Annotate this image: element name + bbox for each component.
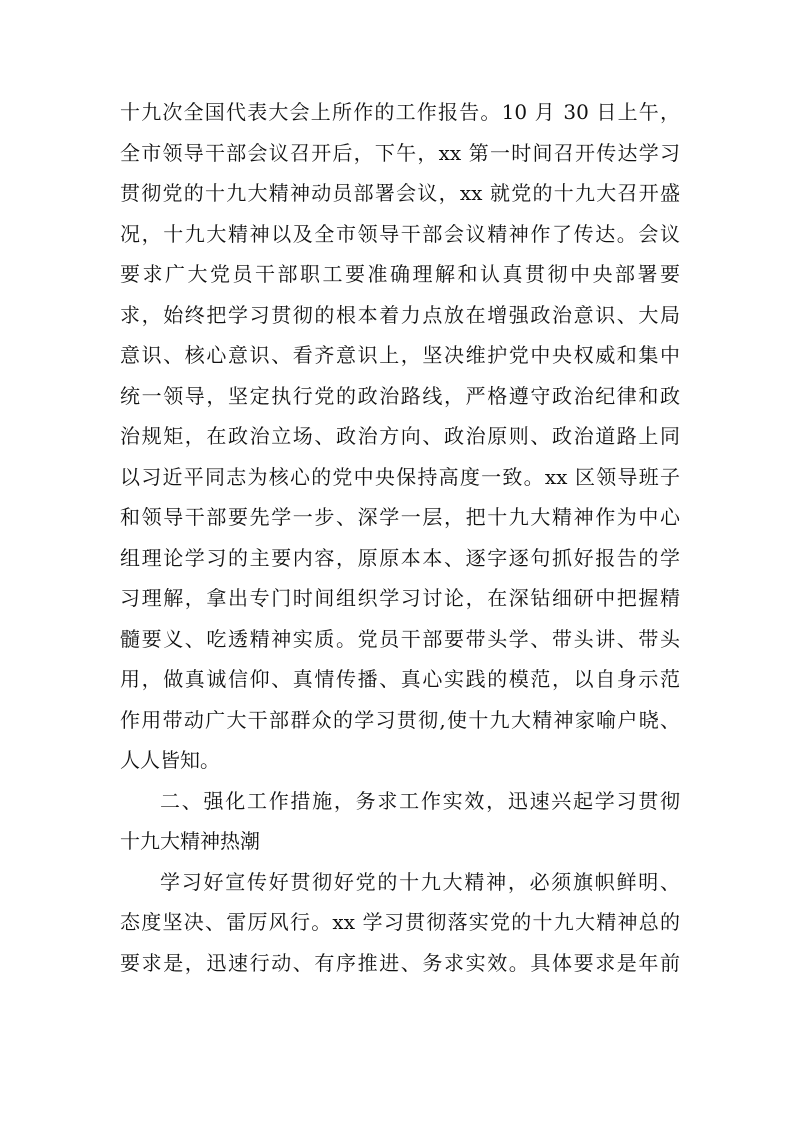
text-line: 髓要义、吃透精神实质。党员干部要带头学、带头讲、带头	[120, 626, 680, 651]
text-line: 态度坚决、雷厉风行。xx 学习贯彻落实党的十九大精神总的	[120, 910, 680, 934]
section-heading-line: 二、强化工作措施，务求工作实效，迅速兴起学习贯彻	[160, 788, 680, 813]
text-line: 治规矩，在政治立场、政治方向、政治原则、政治道路上同	[120, 424, 680, 448]
text-line: 作用带动广大干部群众的学习贯彻,使十九大精神家喻户晓、	[120, 707, 680, 732]
text-line: 以习近平同志为核心的党中央保持高度一致。xx 区领导班子	[120, 464, 680, 489]
text-line: 意识、核心意识、看齐意识上，坚决维护党中央权威和集中	[120, 343, 680, 367]
text-line: 统一领导，坚定执行党的政治路线，严格遵守政治纪律和政	[120, 383, 680, 408]
text-line: 习理解，拿出专门时间组织学习讨论，在深钻细研中把握精	[120, 586, 680, 610]
text-line: 贯彻党的十九大精神动员部署会议，xx 就党的十九大召开盛	[120, 181, 680, 205]
text-line: 十九次全国代表大会上所作的工作报告。10 月 30 日上午，	[120, 100, 680, 124]
text-line: 要求是，迅速行动、有序推进、务求实效。具体要求是年前	[120, 950, 680, 975]
section-heading-line: 十九大精神热潮	[120, 829, 260, 853]
text-line: 要求广大党员干部职工要准确理解和认真贯彻中央部署要	[120, 262, 680, 286]
text-line: 学习好宣传好贯彻好党的十九大精神，必须旗帜鲜明、	[160, 869, 680, 894]
text-line: 全市领导干部会议召开后，下午，xx 第一时间召开传达学习	[120, 140, 680, 165]
document-body	[120, 92, 680, 983]
text-line: 人人皆知。	[120, 748, 220, 772]
text-line: 用，做真诚信仰、真情传播、真心实践的模范，以自身示范	[120, 667, 680, 691]
text-line: 组理论学习的主要内容，原原本本、逐字逐句抓好报告的学	[120, 545, 680, 570]
text-line: 求，始终把学习贯彻的根本着力点放在增强政治意识、大局	[120, 302, 680, 327]
text-line: 况，十九大精神以及全市领导干部会议精神作了传达。会议	[120, 221, 680, 246]
text-line: 和领导干部要先学一步、深学一层，把十九大精神作为中心	[120, 505, 680, 529]
